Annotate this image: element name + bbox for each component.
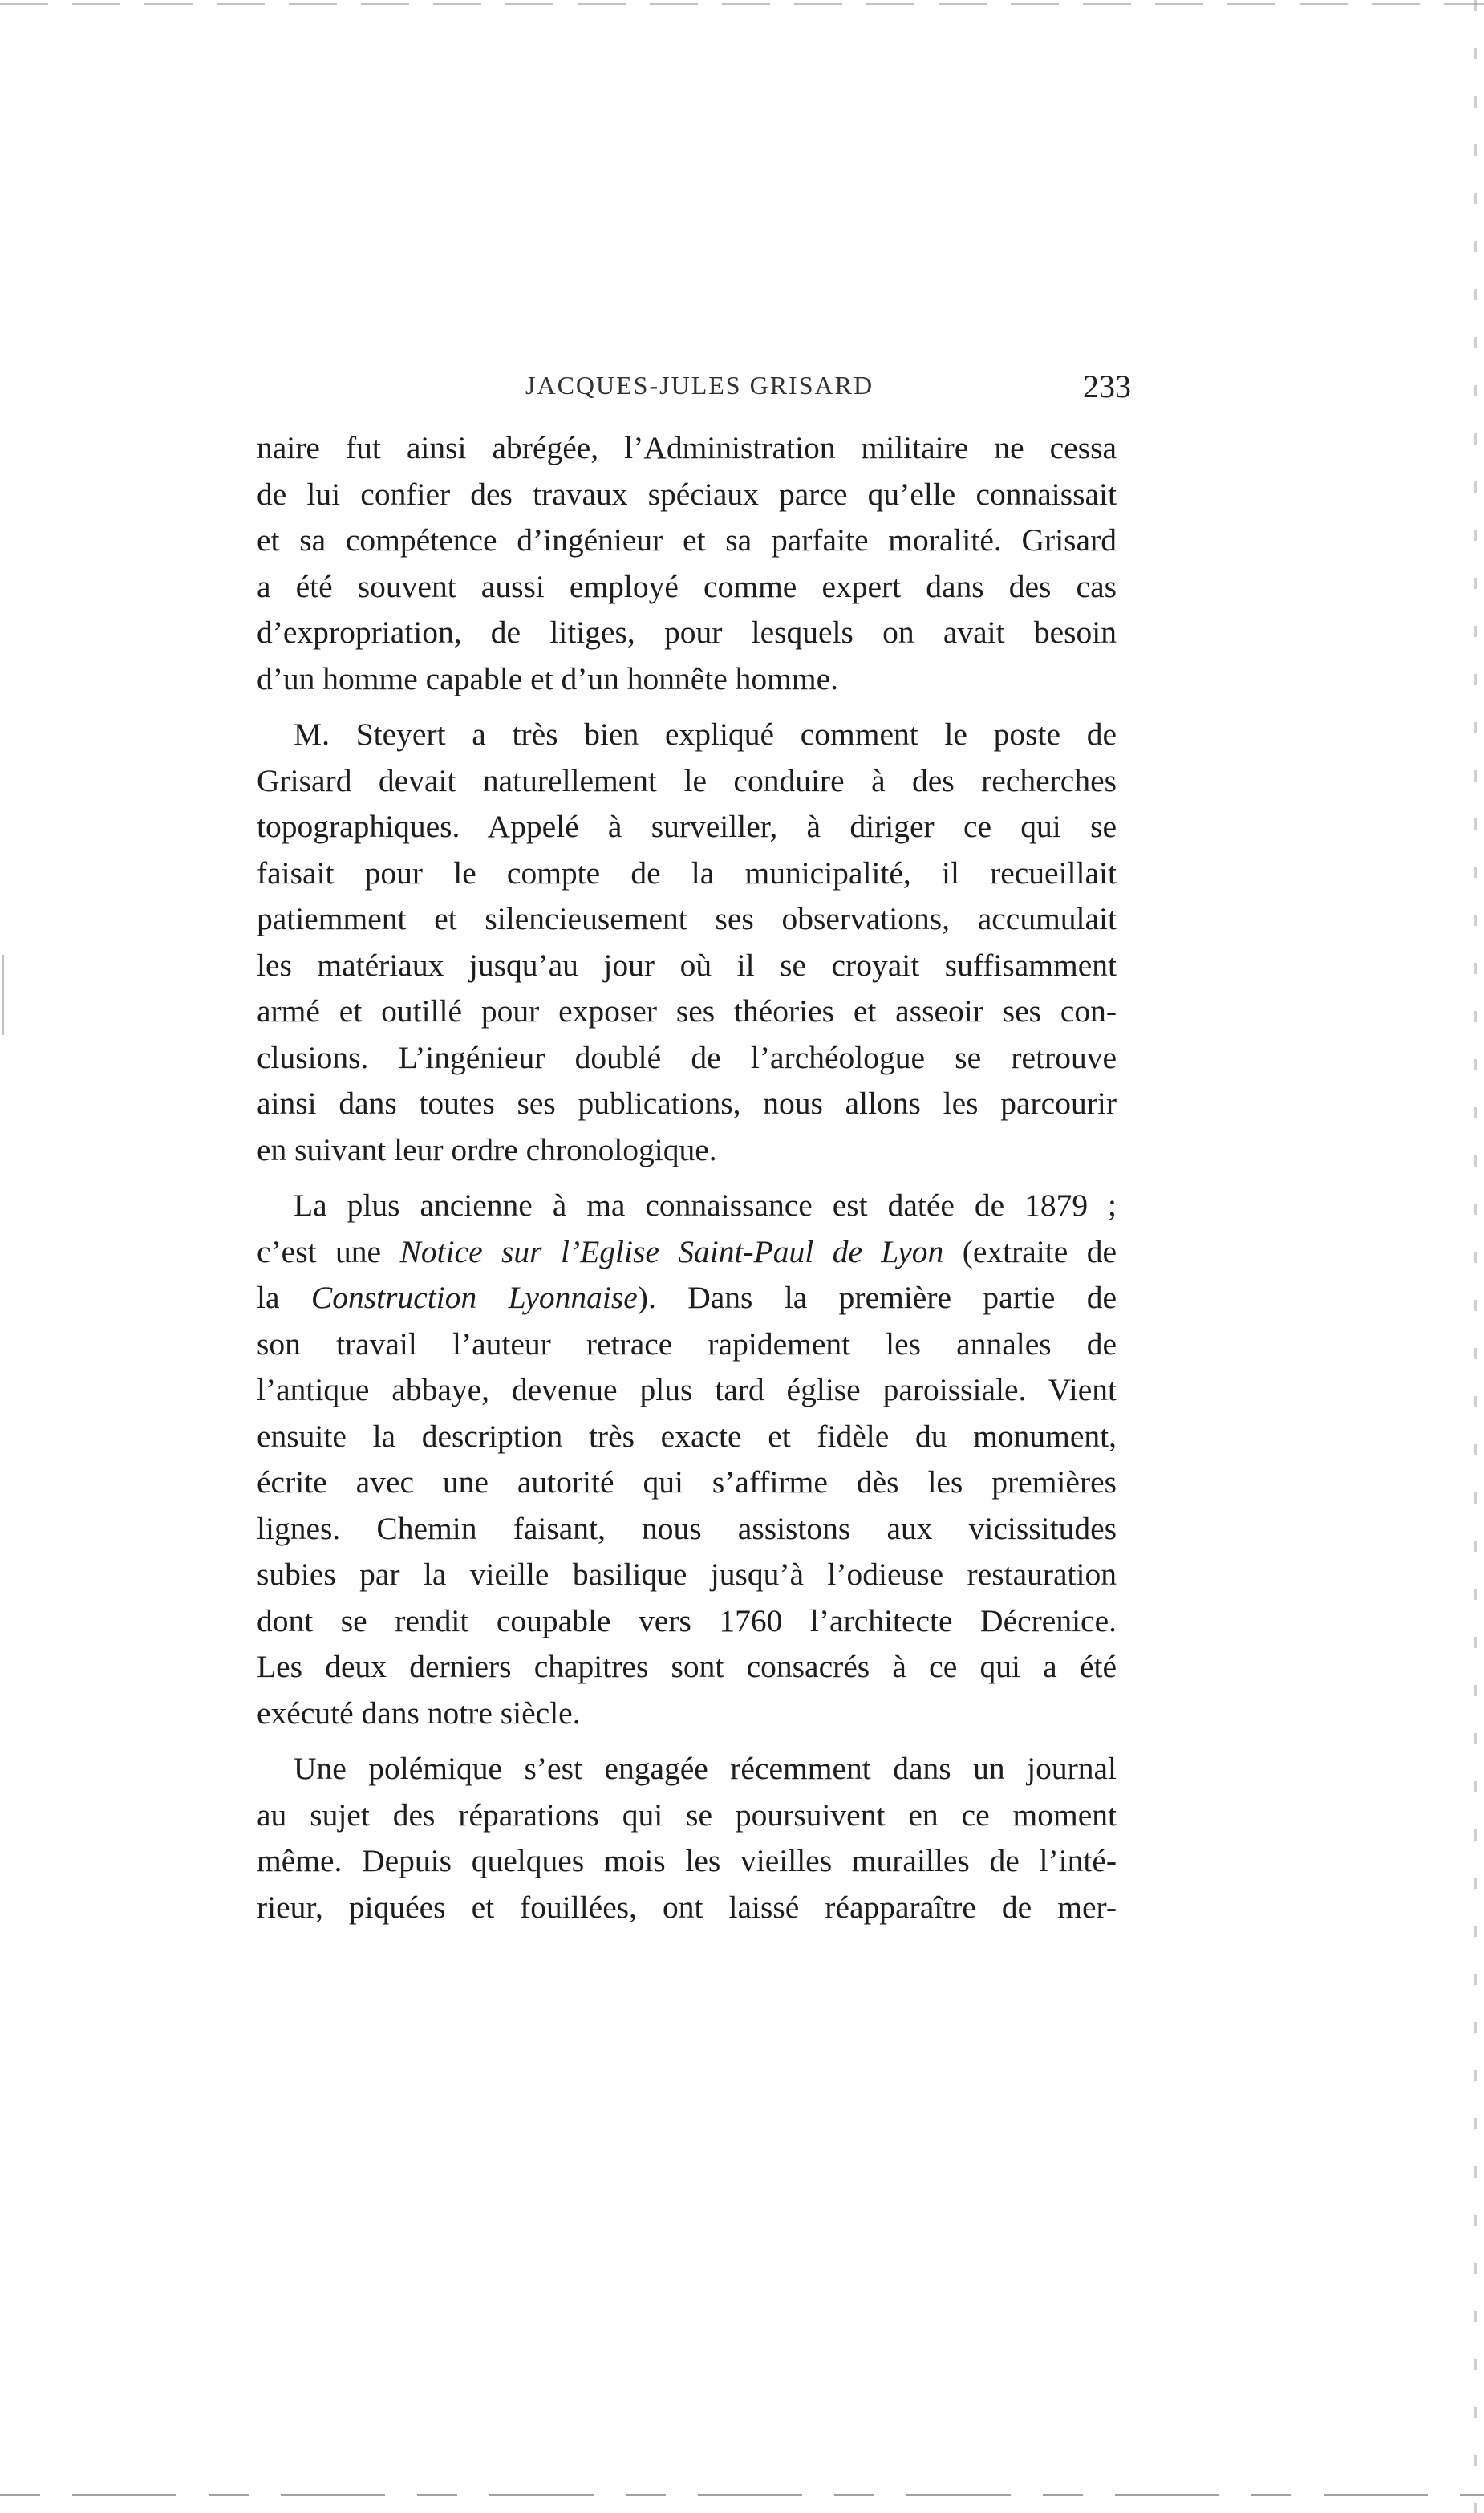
text-line [257,1183,1117,1229]
text-run: c’est une [257,1233,400,1269]
text-run: ensuite la description très exacte et fidèle du monument, [257,1418,1117,1454]
scan-edge-bottom [0,2494,1484,2496]
text-line: les matériaux jusqu’au jour où il se croyait suffisamment [257,947,1117,983]
paragraph-3 [257,1183,1117,1736]
text-line [257,1321,1117,1368]
text-line: ainsi dans toutes ses publications, nous allons les parcourir [257,1086,1117,1121]
text-line: clusions. L’ingénieur doublé de l’archéologue se retrouve [257,1039,1117,1075]
text-line [257,1414,1117,1460]
text-run: écrite avec une autorité qui s’affirme dès les premières [257,1464,1117,1500]
text-run: la [257,1280,311,1315]
scan-edge-top [0,3,1484,5]
italic-title: Construction Lyonnaise [310,1280,638,1315]
text-line [257,1275,1117,1321]
scan-edge-right [1474,0,1477,2513]
text-line [257,1644,1117,1691]
text-line [257,1691,1117,1737]
text-line: d’un homme capable et d’un honnête homme. [257,660,839,696]
text-line: armé et outillé pour exposer ses théories et asseoir ses con- [257,993,1117,1029]
text-run: l’antique abbaye, devenue plus tard église paroissiale. Vient [257,1372,1117,1407]
text-line: faisait pour le compte de la municipalité, il recueillait [257,855,1117,891]
text-line: a été souvent aussi employé comme expert dans des cas [257,568,1117,604]
text-line [257,1506,1117,1553]
text-line: naire fut ainsi abrégée, l’Administration militaire ne cessa [257,430,1117,465]
text-run: exécuté dans notre siècle. [257,1695,581,1731]
text-line: en suivant leur ordre chronologique. [257,1131,717,1167]
italic-title: Notice sur l’Eglise Saint-Paul de Lyon [399,1233,944,1269]
text-run: dont se rendit coupable vers 1760 l’architecte Décrenice. [257,1602,1117,1638]
text-line: au sujet des réparations qui se poursuivent en ce moment [257,1796,1117,1833]
text-line: Une polémique s’est engagée récemment dans un journal [294,1751,1117,1786]
text-line: topographiques. Appelé à surveiller, à diriger ce qui se [257,809,1117,844]
text-line: d’expropriation, de litiges, pour lesquels on avait besoin [257,615,1117,650]
scan-edge-left [2,955,4,1035]
text-line: Grisard devait naturellement le conduire à des recherches [257,762,1117,798]
text-run: ). Dans la première partie de [637,1280,1117,1315]
text-line: et sa compétence d’ingénieur et sa parfaite moralité. Grisard [257,522,1117,558]
text-run: La plus ancienne à ma connaissance est datée de 1879 ; [294,1187,1117,1223]
paragraph-1 [257,425,1117,702]
paragraph-4 [257,1746,1117,1930]
running-head-title: JACQUES-JULES GRISARD [525,371,874,400]
text-line [257,1229,1117,1276]
text-line [257,1552,1117,1598]
text-line: M. Steyert a très bien expliqué comment le poste de [294,717,1117,752]
body-text [257,425,1117,1930]
page-number: 233 [1083,368,1131,404]
text-line [257,1598,1117,1645]
paragraph-2 [257,712,1117,1173]
text-run: (extraite de [943,1233,1117,1269]
text-run: subies par la vieille basilique jusqu’à l’odieuse restauration [257,1557,1117,1592]
text-line: patiemment et silencieusement ses observations, accumulait [257,901,1117,936]
running-head [257,368,1131,416]
text-line: rieur, piquées et fouillées, ont laissé réapparaître de mer- [257,1889,1117,1925]
text-line: de lui confier des travaux spéciaux parce qu’elle connaissait [257,476,1117,512]
text-line [257,1459,1117,1506]
text-line [257,1367,1117,1414]
text-run: Les deux derniers chapitres sont consacrés à ce qui a été [257,1649,1117,1684]
text-run: son travail l’auteur retrace rapidement les annales de [257,1326,1117,1362]
text-run: lignes. Chemin faisant, nous assistons aux vicissitudes [257,1510,1117,1546]
text-line: même. Depuis quelques mois les vieilles murailles de l’inté- [257,1843,1117,1878]
